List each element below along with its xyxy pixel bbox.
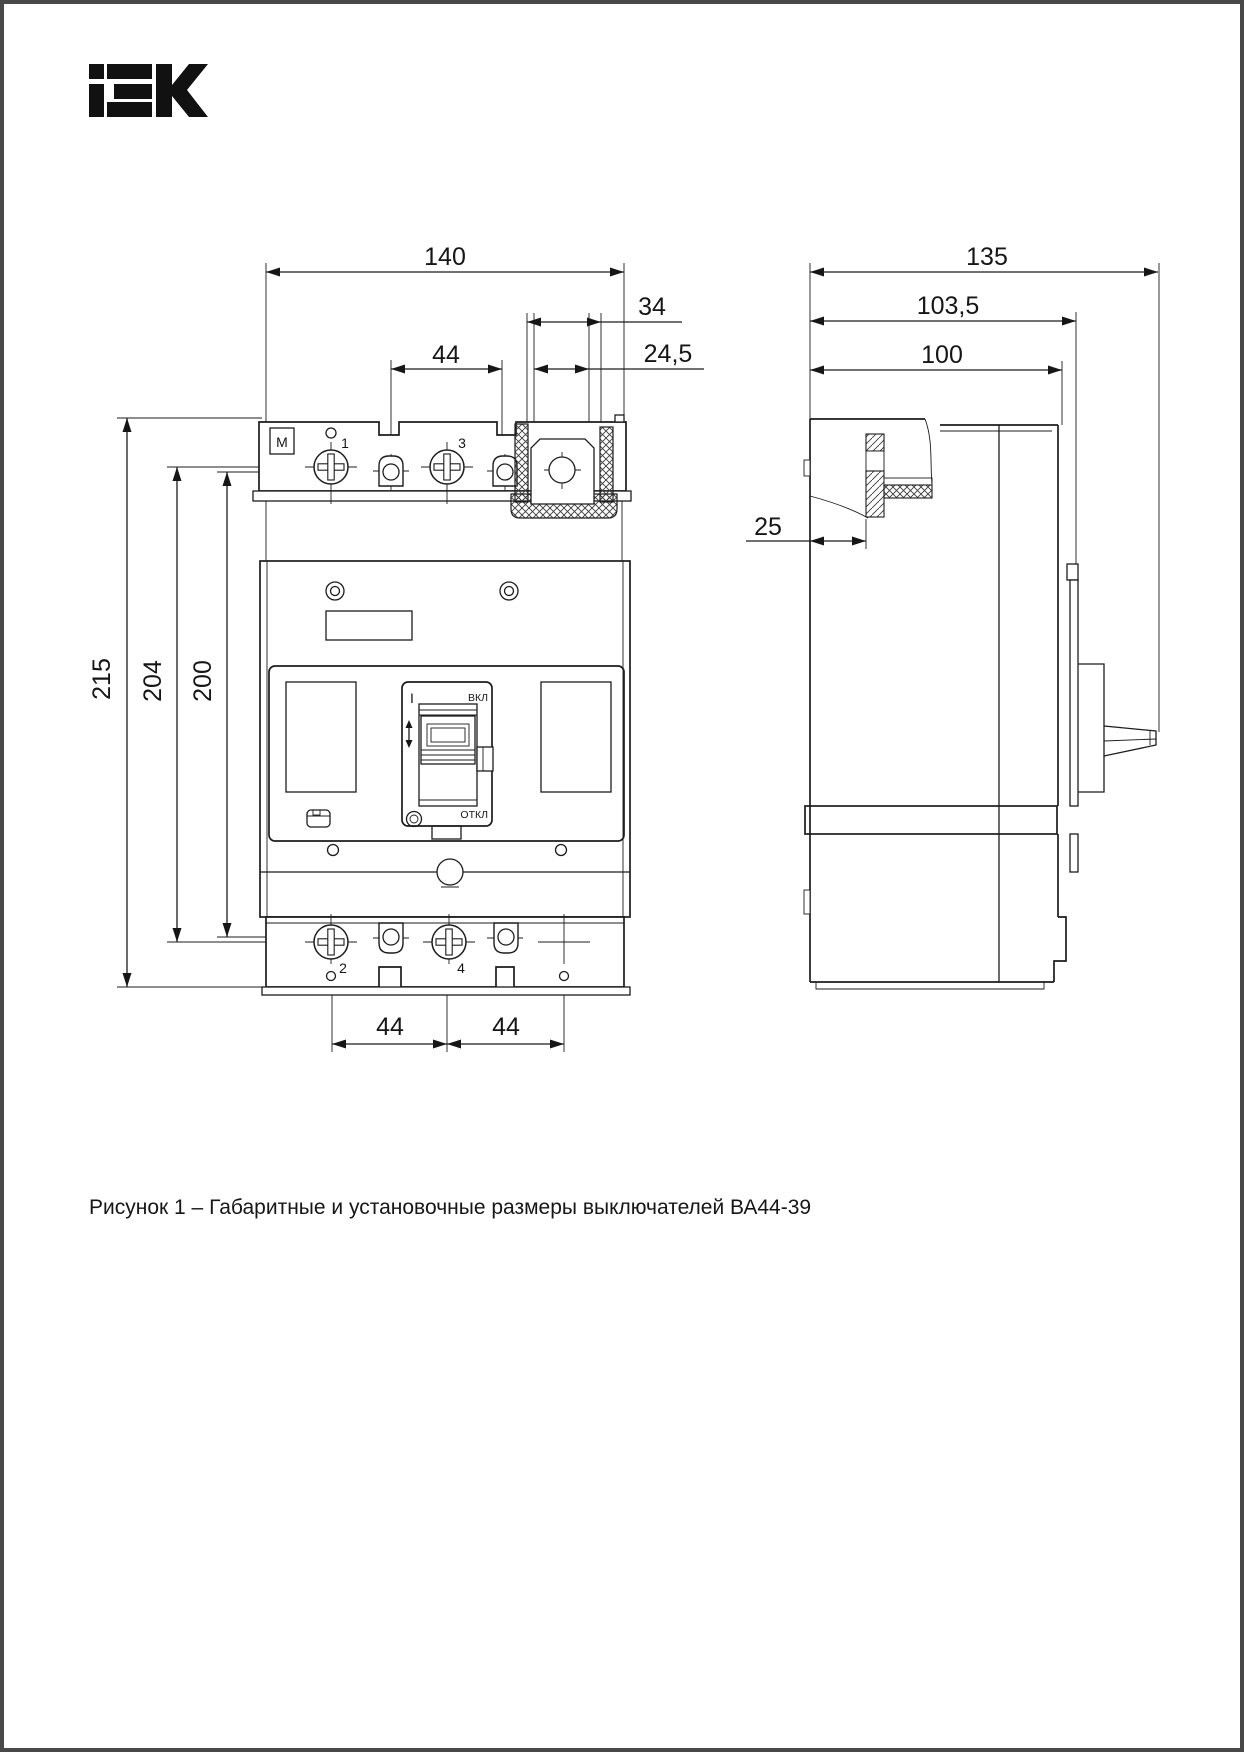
front-view [88,243,704,1052]
side-view [746,243,1159,989]
dim-top-pitch: 44 [432,341,460,369]
terminal-ear-d [494,923,518,953]
marking-label: M [276,434,288,450]
pole1-label: 1 [341,435,349,451]
side-dimension-arrows [810,268,1158,546]
side-view-body [804,419,1156,989]
toggle-position-mark: I [410,690,414,706]
terminal-ear-b [493,456,517,486]
dim-overall-width: 140 [424,243,466,271]
terminal-screw-4 [432,925,466,959]
toggle-on-label: ВКЛ [467,692,488,704]
figure-caption: Рисунок 1 – Габаритные и установочные размеры выключателей ВА44-39 [89,1196,812,1219]
side-view-bracket-section [810,419,932,518]
pole3-label: 3 [458,435,466,451]
technical-drawing [4,4,1244,1752]
terminal-ear-c [379,923,403,953]
dim-ear-height: 200 [189,660,217,702]
dim-overall-height: 215 [88,658,116,700]
terminal-ear-a [379,456,403,486]
toggle-handle[interactable] [421,716,475,764]
pole2-label: 2 [339,960,347,976]
dim-overall-depth: 135 [966,243,1008,271]
toggle-off-label: ОТКЛ [460,809,488,821]
dim-screw-height: 204 [139,660,167,702]
dim-case-depth: 100 [921,341,963,369]
side-extension-lines [810,263,1159,732]
adjustment-screw [437,859,463,885]
dim-depth-to-cover: 103,5 [916,292,980,320]
dim-bottom-pitch-right: 44 [492,1013,520,1041]
terminal-screw-1 [314,450,348,484]
toggle-latch [477,747,493,771]
front-view-body [253,415,631,995]
pole4-label: 4 [457,960,465,976]
dim-bottom-pitch-left: 44 [376,1013,404,1041]
dim-bracket-offset: 25 [754,513,782,541]
dim-terminal-slot: 34 [638,293,666,321]
terminal-screw-3 [430,450,464,484]
terminal-screw-2 [314,925,348,959]
dim-terminal-plate: 24,5 [643,340,693,368]
